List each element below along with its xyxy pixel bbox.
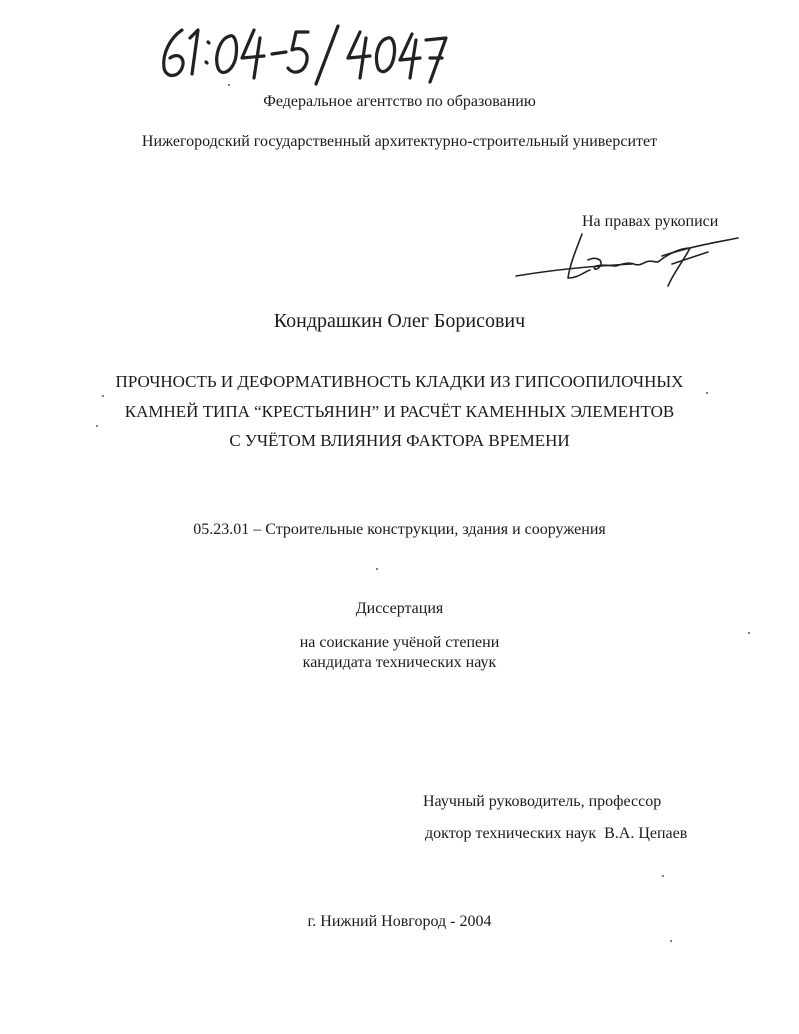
specialty: 05.23.01 – Строительные конструкции, здания и сооружения (193, 521, 606, 538)
author-name: Кондрашкин Олег Борисович (273, 310, 526, 332)
degree-line-2: кандидата технических наук (302, 654, 497, 671)
signature (512, 226, 748, 290)
manuscript-note: На правах рукописи (582, 213, 719, 230)
handwritten-catalog-number (150, 12, 450, 92)
title-line-3: С УЧЁТОМ ВЛИЯНИЯ ФАКТОРА ВРЕМЕНИ (229, 431, 570, 450)
title-line-2: КАМНЕЙ ТИПА “КРЕСТЬЯНИН” И РАСЧЁТ КАМЕННЫХ ЭЛЕМЕНТОВ (124, 402, 675, 421)
title-line-1: ПРОЧНОСТЬ И ДЕФОРМАТИВНОСТЬ КЛАДКИ ИЗ ГИПСООПИЛОЧНЫХ (115, 372, 684, 391)
scan-speck (662, 875, 664, 877)
scan-speck (228, 84, 230, 86)
place-year: г. Нижний Новгород - 2004 (307, 913, 492, 930)
scan-speck (376, 568, 378, 570)
scan-speck (102, 395, 104, 397)
supervisor-line-1: Научный руководитель, профессор (423, 793, 662, 810)
scan-speck (748, 632, 750, 634)
degree-line-1: на соискание учёной степени (299, 634, 500, 651)
work-type: Диссертация (355, 600, 444, 617)
scan-speck (706, 392, 708, 394)
scan-speck (670, 940, 672, 942)
agency-name: Федеральное агентство по образованию (263, 93, 536, 110)
university-name: Нижегородский государственный архитектурно-строительный университет (141, 133, 658, 150)
supervisor-line-2: доктор технических наук В.А. Цепаев (425, 825, 688, 842)
scan-speck (96, 425, 98, 427)
